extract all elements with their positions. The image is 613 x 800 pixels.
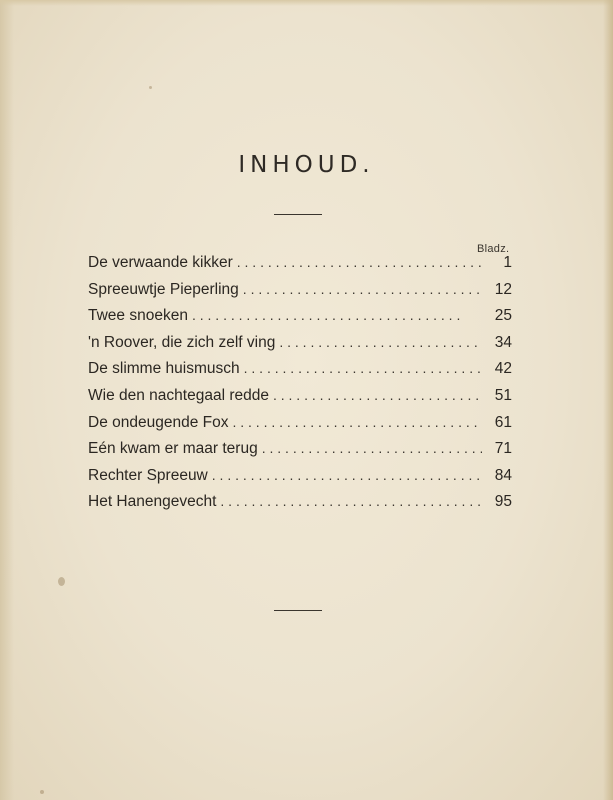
toc-entry[interactable] xyxy=(88,334,512,361)
page-column-heading: Bladz. xyxy=(477,243,510,255)
toc-entry-page: 1 xyxy=(503,254,512,271)
toc-entry-title: Twee snoeken xyxy=(88,307,188,325)
dot-leader xyxy=(273,387,482,403)
toc-entry[interactable] xyxy=(88,281,512,308)
dot-leader xyxy=(279,334,482,350)
divider-bottom xyxy=(274,610,322,611)
toc-entry-title: De slimme huismusch xyxy=(88,360,240,378)
page-top-edge xyxy=(0,0,613,6)
toc-entry-page: 61 xyxy=(494,413,512,431)
toc-entry-page: 25 xyxy=(494,307,512,325)
toc-entry-page: 95 xyxy=(494,493,512,511)
toc-entry-title: Rechter Spreeuw xyxy=(88,466,208,484)
table-of-contents xyxy=(88,254,512,520)
dot-leader xyxy=(237,254,482,270)
toc-entry-title: Eén kwam er maar terug xyxy=(88,440,258,458)
dot-leader xyxy=(262,440,482,456)
paper-stain xyxy=(58,577,65,586)
toc-entry[interactable] xyxy=(88,493,512,520)
dot-leader xyxy=(192,307,482,323)
divider-top xyxy=(274,214,322,215)
page-title: INHOUD. xyxy=(238,152,375,178)
toc-entry-title: De ondeugende Fox xyxy=(88,413,229,431)
dot-leader xyxy=(212,467,482,483)
toc-entry[interactable] xyxy=(88,387,512,414)
toc-entry-page: 71 xyxy=(494,440,512,458)
toc-entry-page: 51 xyxy=(494,386,512,404)
toc-entry[interactable] xyxy=(88,307,512,334)
dot-leader xyxy=(244,360,482,376)
toc-entry-title: Wie den nachtegaal redde xyxy=(88,386,269,404)
toc-entry-page: 84 xyxy=(494,466,512,484)
toc-entry-page: 34 xyxy=(494,333,512,351)
paper-stain xyxy=(149,86,152,89)
toc-entry[interactable] xyxy=(88,414,512,441)
toc-entry-page: 42 xyxy=(494,360,512,378)
toc-entry[interactable] xyxy=(88,467,512,494)
toc-entry[interactable] xyxy=(88,254,512,281)
toc-entry[interactable] xyxy=(88,440,512,467)
paper-stain xyxy=(40,790,44,794)
dot-leader xyxy=(232,414,482,430)
toc-entry[interactable] xyxy=(88,360,512,387)
dot-leader xyxy=(243,281,482,297)
toc-entry-title: De verwaande kikker xyxy=(88,254,233,271)
toc-entry-page: 12 xyxy=(494,280,512,298)
dot-leader xyxy=(220,493,482,509)
toc-entry-title: Spreeuwtje Pieperling xyxy=(88,280,239,298)
toc-entry-title: Het Hanengevecht xyxy=(88,493,217,511)
toc-entry-title: 'n Roover, die zich zelf ving xyxy=(88,333,276,351)
